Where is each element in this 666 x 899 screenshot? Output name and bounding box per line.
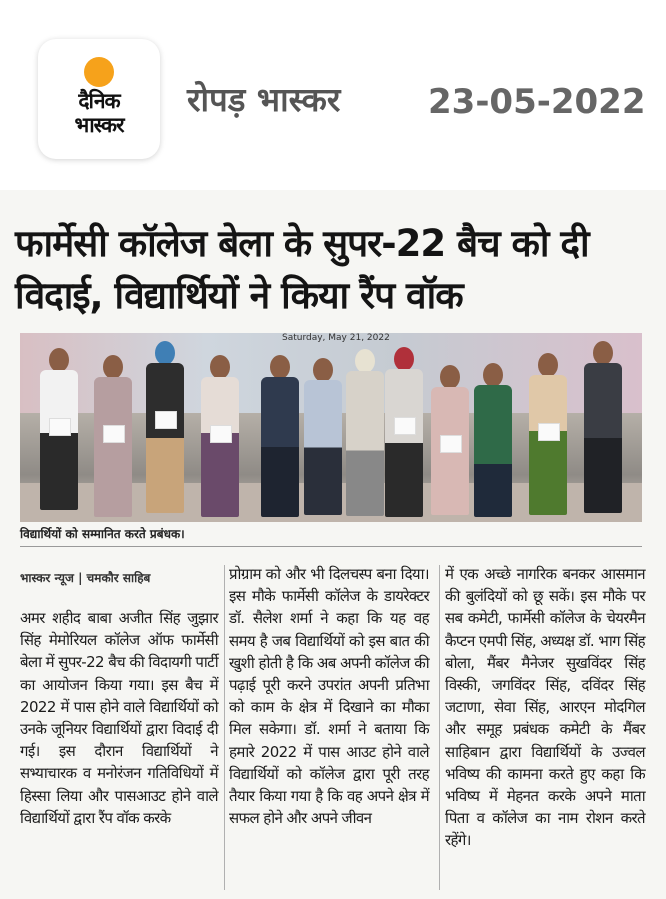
dainik-bhaskar-logo[interactable] — [38, 39, 160, 159]
byline: भास्कर न्यूज | चमकौर साहिब — [20, 571, 151, 585]
column-divider — [439, 565, 440, 890]
edition-title: रोपड़ भास्कर — [187, 80, 341, 119]
person-figure — [34, 348, 84, 518]
photo-banner-text: Saturday, May 21, 2022 — [282, 333, 390, 343]
app-header — [0, 0, 666, 190]
person-figure — [468, 363, 518, 521]
person-figure — [522, 353, 574, 518]
person-figure — [378, 347, 430, 519]
column-divider — [224, 565, 225, 890]
person-figure — [576, 341, 630, 519]
person-figure — [138, 341, 192, 519]
caption-divider — [20, 546, 642, 547]
article-headline: फार्मेसी कॉलेज बेला के सुपर-22 बैच को दी विदाई, विद्यार्थियों ने किया रैंप वॉक — [15, 222, 589, 317]
logo-text-line2: भास्कर — [74, 113, 124, 137]
byline-box — [20, 567, 218, 587]
photo-caption: विद्यार्थियों को सम्मानित करते प्रबंधक। — [20, 527, 185, 541]
article-photo[interactable] — [20, 333, 642, 522]
logo-text-line1: दैनिक — [78, 89, 120, 113]
person-figure — [195, 355, 245, 520]
edition-date: 23-05-2022 — [428, 82, 646, 122]
article-column-2: प्रोग्राम को और भी दिलचस्प बना दिया। इस मौके फार्मेसी कॉलेज के डायरेक्टर डॉ. सैलेश शर्मा ने कहा कि यह वह समय है जब विद्यार्थियों को इस बात की खुशी होती है कि अब अपनी कॉलेज की पढ़ाई पूरी करने उपरांत अपनी प्रतिभा को काम के क्षेत्र में दिखाने का मौका मिल सकेगा। डॉ. शर्मा ने बताया कि हमारे 2022 में पास आउट होने वाले विद्यार्थियों को कॉलेज द्वारा पूरी तरह तैयार किया गया है कि वह अपने क्षेत्र में सफल होने और अपने जीवन — [229, 565, 429, 828]
article-column-3: में एक अच्छे नागरिक बनकर आसमान की बुलंदियों को छू सकें। इस मौके पर सब कमेटी, फार्मेसी कॉलेज के चेयरमैन कैप्टन एमपी सिंह, अध्यक्ष डॉ. भाग सिंह बोला, मैंबर मैनेजर सुखविंदर सिंह विस्की, जगविंदर सिंह, दविंदर सिंह जटाणा, सेवा सिंह, आरएन मोदगिल और समूह प्रबंधक कमेटी के मैंबर साहिबान द्वारा विद्यार्थियों के उज्वल भविष्य की कामना करते हुए कहा कि भविष्य में मेहनत करके अपने माता पिता व कॉलेज का नाम रोशन करते रहेंगे। — [445, 565, 645, 850]
article-column-1: अमर शहीद बाबा अजीत सिंह जुझार सिंह मेमोरियल कॉलेज ऑफ फार्मेसी बेला में सुपर-22 बैच की विदायगी पार्टी का आयोजन किया गया। इस बैच में 2022 में पास होने वाले विद्यार्थियों को उनके जूनियर विद्यार्थियों द्वारा विदाई दी गई। इस दौरान विद्यार्थियों ने सभ्याचारक व मनोरंजन गतिविधियों में हिस्सा लिया और पासआउट होने वाले विद्यार्थियों द्वारा रैंप वॉक करके — [20, 609, 218, 827]
sun-icon — [84, 57, 114, 87]
person-figure — [88, 355, 138, 520]
